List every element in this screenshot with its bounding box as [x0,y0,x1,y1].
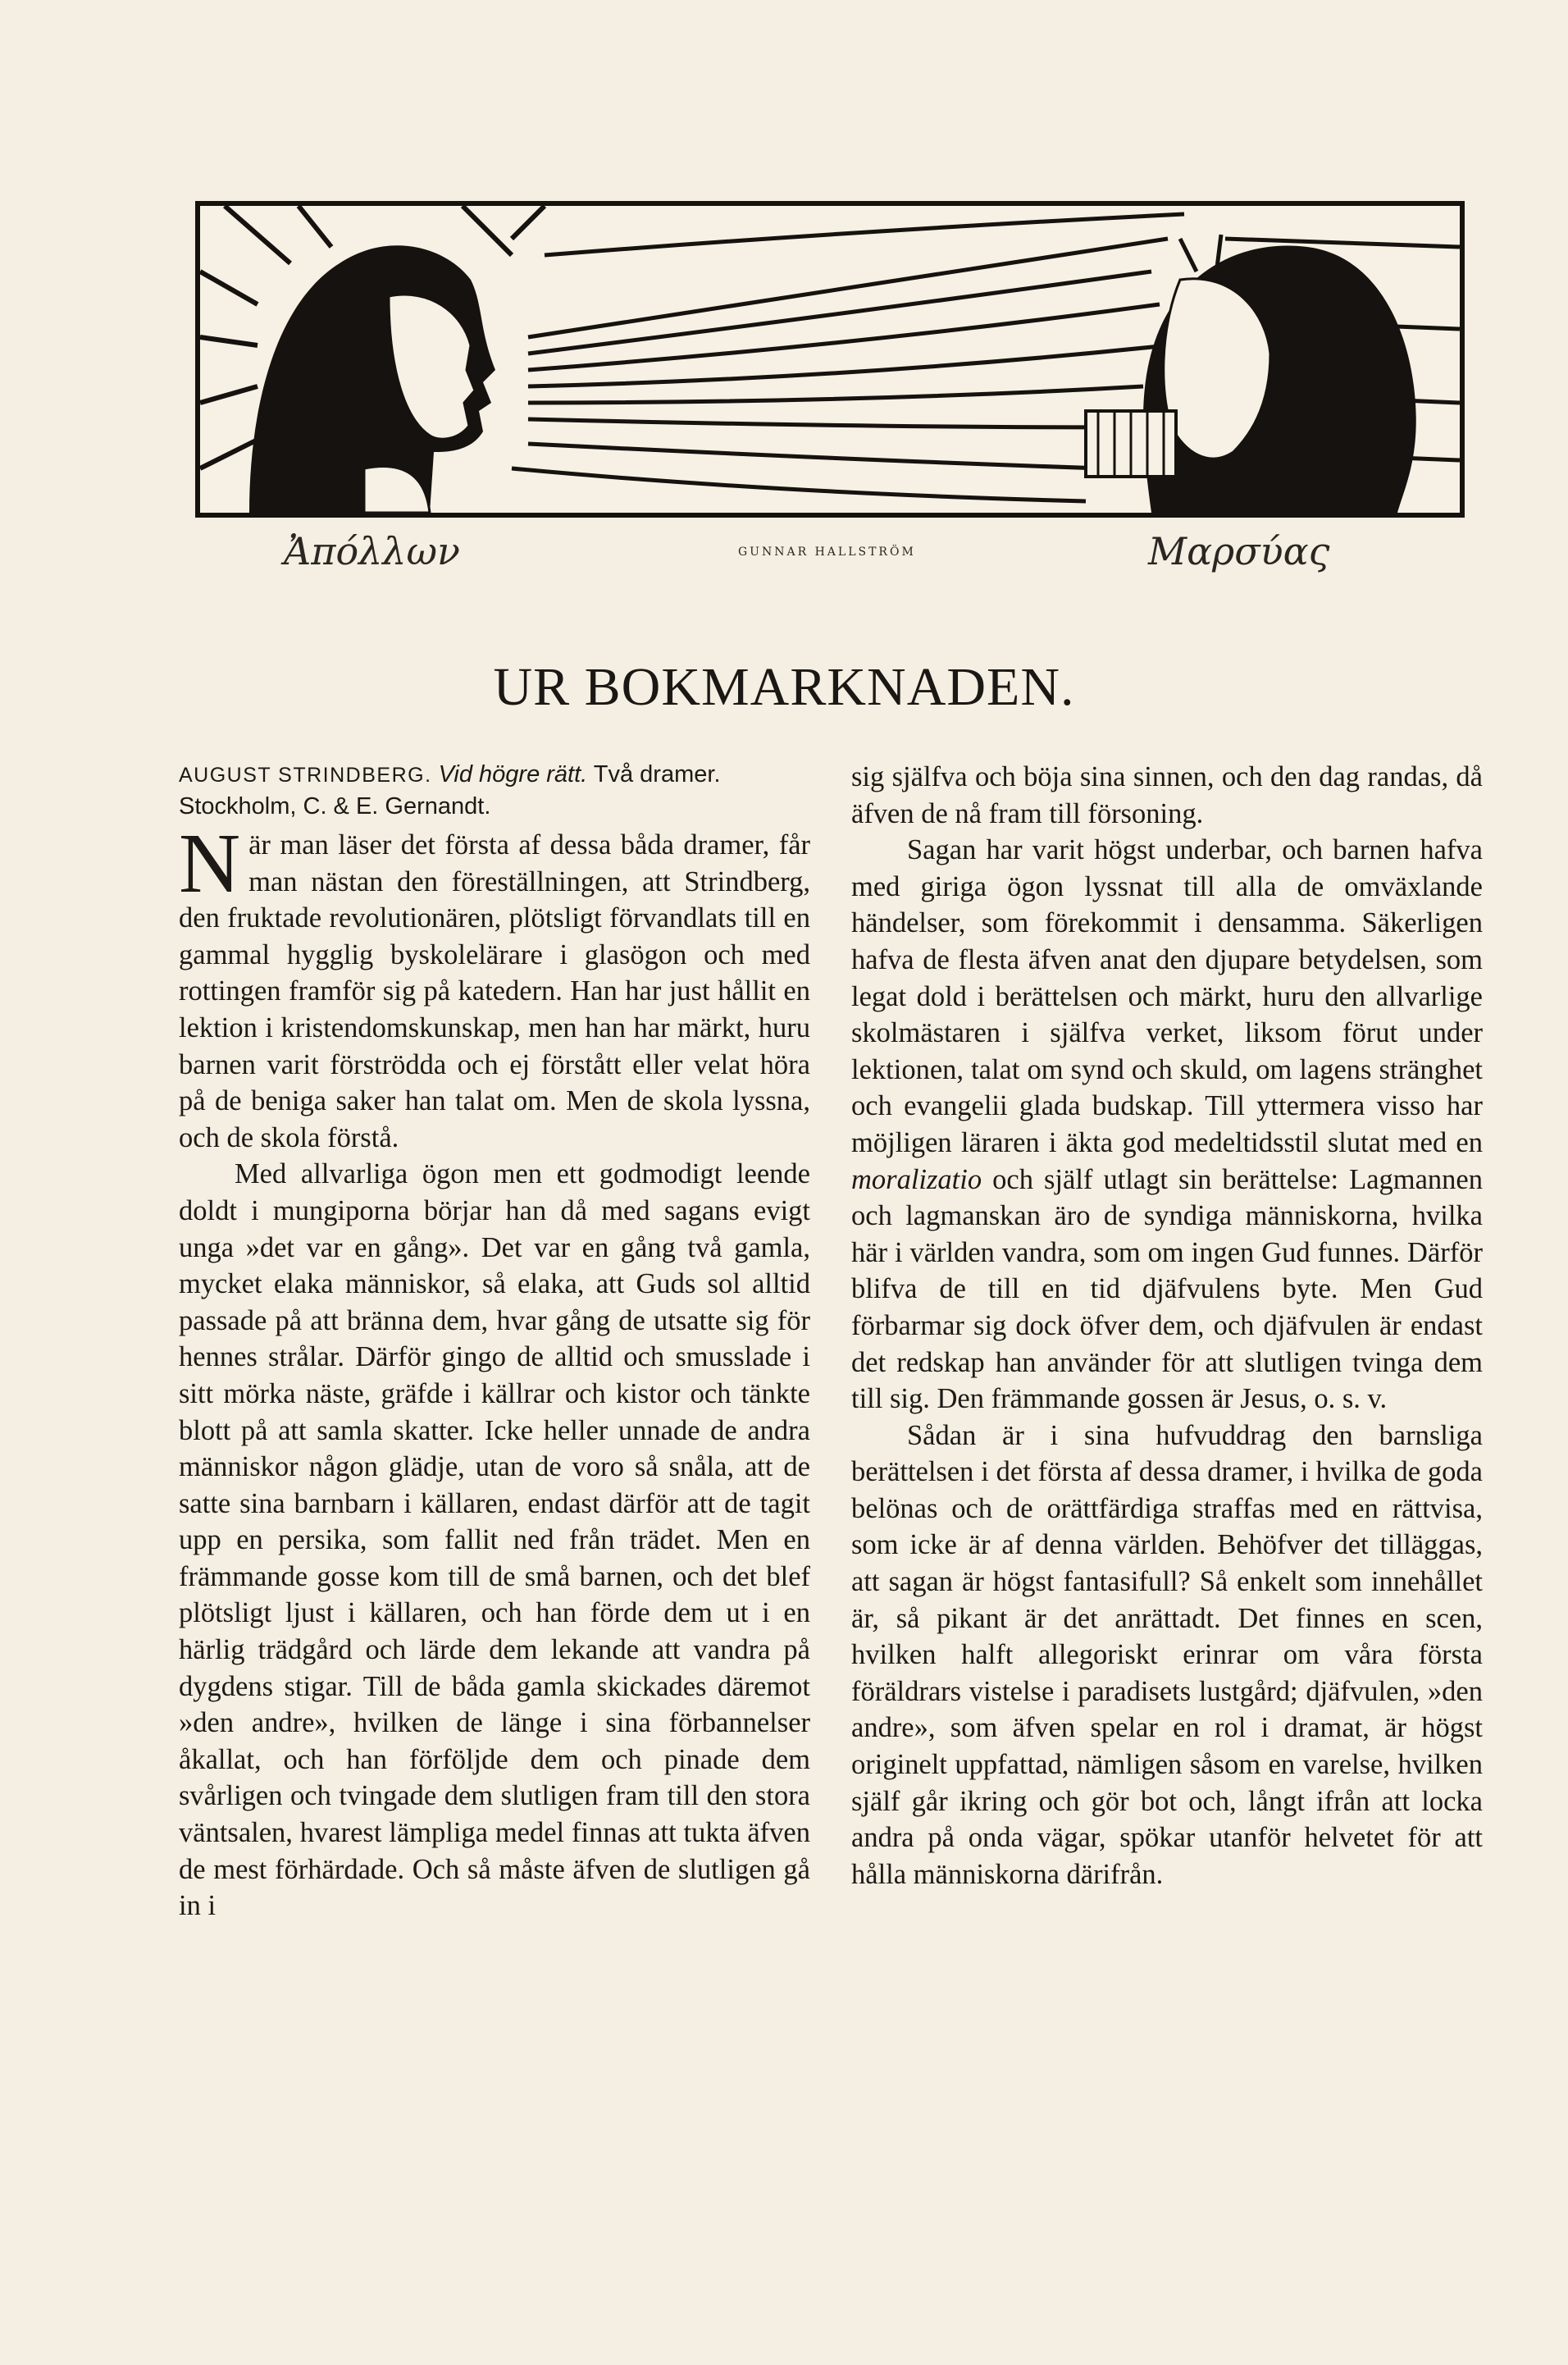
paragraph-text: är man läser det första af dessa båda dramer, får man nästan den föreställningen, att Strindberg, den fruktade revolutionären, plötsligt förvandlats till en gammal hygglig byskolelärare i glasögon och med rottingen framför sig på katedern. Han har just hållit en lektion i kristendomskunskap, men han har märkt, huru barnen varit förströdda och ej förstått eller velat höra på de beniga saker han talat om. Men de skola lyssna, och de skola förstå. [179,829,810,1153]
paragraph [179,816,810,1156]
paragraph [851,832,1483,1418]
paragraph-text: Sagan har varit högst underbar, och barnen hafva med giriga ögon lyssnat till alla de omväxlande händelser, som förekommit i densamma. Säkerligen hafva de flesta äfven anat den djupare betydelsen, som legat dold i berättelsen och märkt, huru den allvarlige skolmästaren i själfva verket, liksom förut under lektionen, talat om synd och skuld, om lagens stränghet och evangelii glada budskap. Till yttermera visso har möjligen läraren i äkta god medeltidsstil slutat med en [851,834,1483,1158]
drop-cap: N [179,816,241,911]
review-publisher: Stockholm, C. & E. Gernandt. [179,793,491,820]
review-author: AUGUST STRINDBERG. [179,764,432,787]
column-right [851,759,1483,1892]
caption-marsyas: Μαρσύας [1148,529,1330,573]
section-title: UR BOKMARKNADEN. [493,657,1075,717]
column-left [179,759,810,1924]
paragraph: sig själfva och böja sina sinnen, och den dag randas, då äfven de nå fram till försoning. [851,761,1483,829]
review-header [179,759,810,822]
header-illustration [195,201,1465,518]
review-work-title: Vid högre rätt. [438,761,588,788]
review-work-subtitle: Två dramer. [593,761,721,788]
paragraph: Med allvarliga ögon men ett godmodigt leende doldt i mungiporna börjar han då med sagans evigt unga »det var en gång». Det var en gång två gamla, mycket elaka människor, så elaka, att Guds sol alltid passade på att bränna dem, hvar gång de utsatte sig för hennes strålar. Därför gingo de alltid och smusslade i sitt mörka näste, gräfde i källrar och kistor och tänkte blott på att samla skatter. Icke heller unnade de andra människor någon glädje, utan de voro så snåla, att de satte sina barnbarn i källaren, endast därför att de tagit upp en persika, som fallit ned från trädet. Men en främmande gosse kom till de små barnen, och det blef plötsligt ljust i källaren, och han förde dem ut i en härlig trädgård och lärde dem lekande att vandra på dygdens stigar. Till de båda gamla skickades däremot »den andre», hvilken de länge i sina förbannelser åkallat, och han förföljde dem och pinade dem svårligen och tvingade dem slutligen fram till den stora väntsalen, hvarest lämpliga medel finnas att tukta äfven de mest förhärdade. Och så måste äfven de slutligen gå in i [179,1158,810,1922]
paragraph: Sådan är i sina hufvuddrag den barnsliga berättelsen i det första af dessa dramer, i hvilka de goda belönas och de orättfärdiga straffas med en rättvisa, som icke är af denna världen. Behöfver det tilläggas, att sagan är högst fantasifull? Så enkelt som innehållet är, så pikant är det anrättadt. Det finnes en scen, hvilken halft allegoriskt erinrar om våra första föräldrars vistelse i paradisets lustgård; djäfvulen, »den andre», som äfven spelar en rol i dramat, är högst originelt uppfattad, nämligen såsom en varelse, hvilken själf går ikring och gör bot och, långt ifrån att locka andra på onda vägar, spökar utanför helvetet för att hålla människorna därifrån. [851,1419,1483,1890]
emphasis-text: moralizatio [851,1163,982,1195]
caption-apollo: Ἀπόλλων [284,529,460,573]
paragraph-text: och själf utlagt sin berättelse: Lagmannen och lagmanskan äro de syndiga människorna, hvilka här i världen vandra, som om ingen Gud funnes. Därför blifva de till en tid djäfvulens byte. Men Gud förbarmar sig dock öfver dem, och djäfvulen är endast det redskap han använder för att slutligen tvinga dem till sig. Den främmande gossen är Jesus, o. s. v. [851,1163,1483,1415]
apollo-marsyas-illustration [200,206,1460,513]
caption-artist-signature: GUNNAR HALLSTRÖM [738,546,916,559]
